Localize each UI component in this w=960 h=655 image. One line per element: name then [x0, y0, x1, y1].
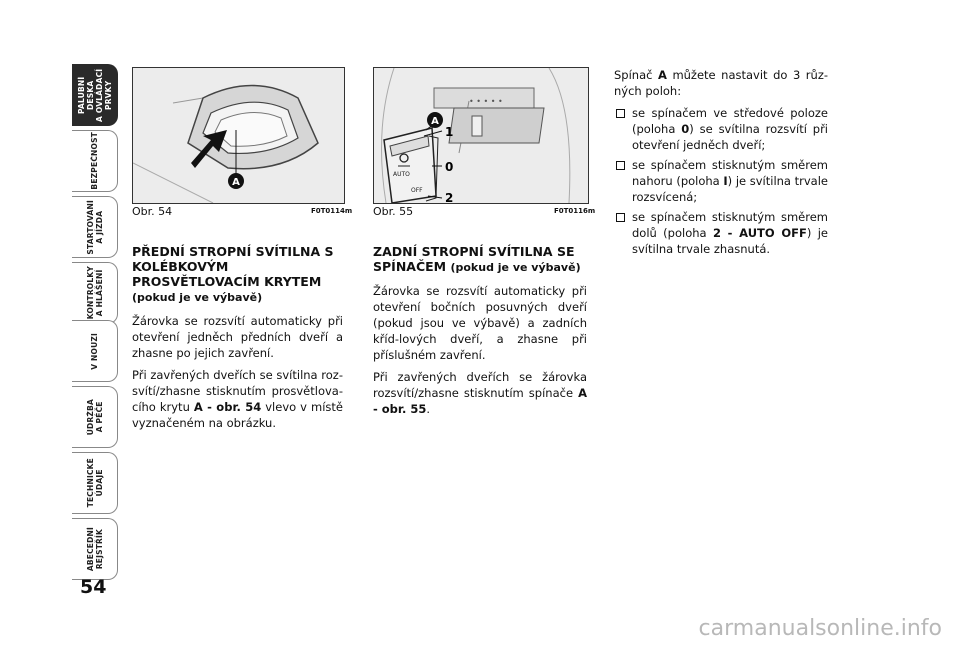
figure-54-caption: Obr. 54: [132, 205, 173, 218]
tab-maintenance[interactable]: [72, 386, 118, 448]
marker-label: A: [431, 116, 439, 127]
tab-label: BEZPEČNOST: [90, 132, 99, 190]
checkbox-bullet-icon: [616, 161, 625, 170]
figure-54-code: F0T0114m: [311, 207, 353, 215]
position-list: [614, 105, 828, 257]
tab-label: KONTROLKY A HLÁŠENÍ: [85, 266, 104, 320]
section-note: (pokud je ve výbavě): [132, 291, 263, 304]
list-item: se spínačem ve středové poloze (poloha 0) se svítilna rozsvítí při otevření jedněch dveří;: [614, 105, 828, 153]
paragraph: Žárovka se rozsvítí automaticky při otevření jedněch předních dveří a zhasne po jejich zavření.: [132, 314, 343, 360]
position-1-label: 1: [445, 125, 454, 139]
paragraph: Spínač A můžete nastavit do 3 růz-ných poloh:: [614, 68, 829, 98]
switch-off-label: OFF: [411, 187, 423, 194]
paragraph: Žárovka se rozsvítí automaticky při otevření bočních posuvných dveří (pokud jsou ve výbavě) a zadních kříd-lových dveří, a zhasne při příslušném zavření.: [373, 284, 587, 362]
section-note: (pokud je ve výbavě): [450, 261, 581, 274]
section-title-front-lamp: PŘEDNÍ STROPNÍ SVÍTILNA S KOLÉBKOVÝM PROSVĚTLOVACÍM KRYTEM (pokud je ve výbavě): [132, 244, 334, 304]
tab-warning-lights[interactable]: [72, 262, 118, 324]
figure-54-front-lamp: [132, 67, 345, 204]
figure-55-code: F0T0116m: [554, 207, 596, 215]
front-lamp-illustration: [133, 68, 344, 203]
paragraph: Při zavřených dveřích se žárovka rozsvítí/zhasne stisknutím spínače A - obr. 55.: [373, 370, 587, 416]
position-0-label: 0: [445, 160, 454, 174]
column-front-lamp: [132, 244, 343, 437]
checkbox-bullet-icon: [616, 213, 625, 222]
tab-index[interactable]: [72, 518, 118, 580]
figure-reference: A - obr. 55: [373, 386, 587, 416]
figure-55-rear-lamp: [373, 67, 589, 204]
tab-starting-driving[interactable]: [72, 196, 118, 258]
tab-label: STARTOVÁNÍ A JÍZDA: [85, 199, 104, 255]
paragraph: Při zavřených dveřích se svítilna roz-svítí/zhasne stisknutím prosvětlova-cího krytu A - obr. 54 vlevo v místě vyznačeném na obrázku.: [132, 368, 343, 430]
list-item: se spínačem stisknutým směrem dolů (poloha 2 - AUTO OFF) je svítilna trvale zhasnutá.: [614, 209, 828, 257]
svg-text:• • • • •: • • • • •: [469, 97, 503, 106]
checkbox-bullet-icon: [616, 109, 625, 118]
figure-55-caption: Obr. 55: [373, 205, 414, 218]
watermark: carmanualsonline.info: [698, 616, 942, 641]
tab-label: TECHNICKÉ ÚDAJE: [85, 458, 104, 508]
figure-reference: A - obr. 54: [193, 400, 262, 414]
tab-label: ABECEDNÍ REJSTŘÍK: [85, 526, 104, 572]
tab-label: PALUBNÍ DESKA A OVLÁDACÍ PRVKY: [76, 68, 113, 122]
tab-technical-data[interactable]: [72, 452, 118, 514]
tab-safety[interactable]: [72, 130, 118, 192]
position-2-label: 2: [445, 191, 454, 203]
tab-label: V NOUZI: [90, 332, 99, 370]
column-rear-lamp: [373, 244, 587, 423]
list-item: se spínačem stisknutým směrem nahoru (poloha I) je svítilna trvale rozsvícená;: [614, 157, 828, 205]
marker-label: A: [232, 177, 240, 188]
tab-label: ÚDRŽBA A PÉČE: [85, 398, 104, 436]
tab-emergency[interactable]: [72, 320, 118, 382]
section-title-rear-lamp: ZADNÍ STROPNÍ SVÍTILNA SE SPÍNAČEM (pokud je ve výbavě): [373, 244, 581, 274]
switch-auto-label: AUTO: [393, 171, 410, 178]
tab-dashboard-controls[interactable]: [72, 64, 118, 126]
column-switch-positions: [614, 67, 828, 261]
rear-lamp-illustration: [374, 68, 588, 203]
page-number: 54: [80, 576, 107, 598]
